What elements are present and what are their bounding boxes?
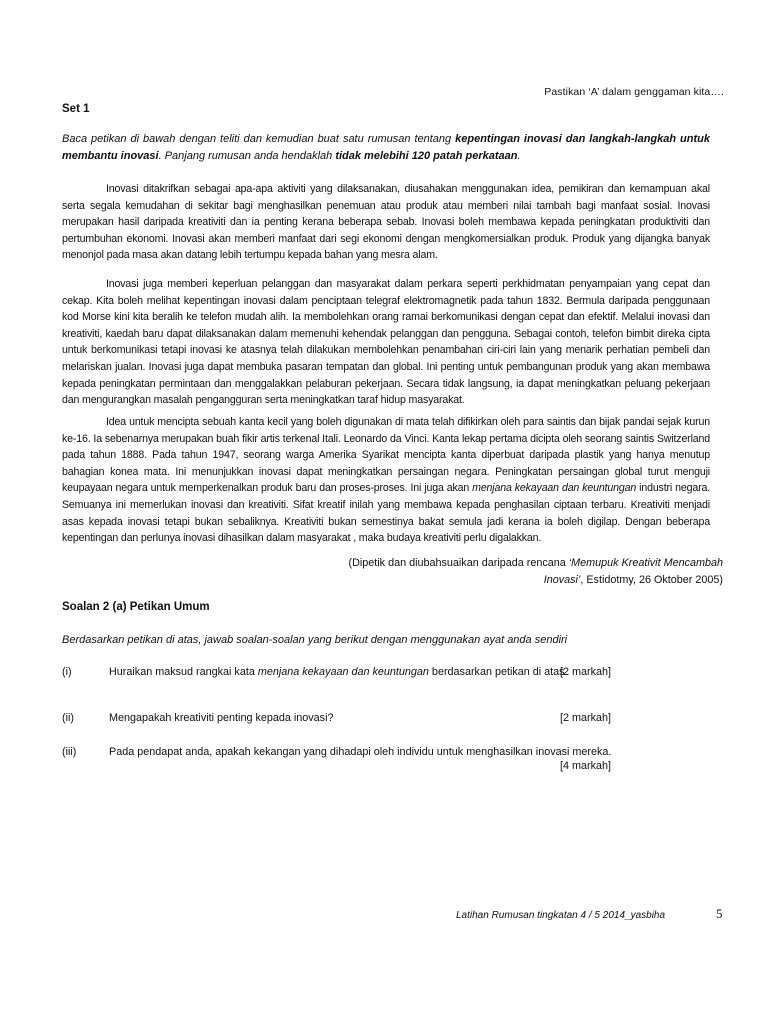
instruction-bold2: tidak melebihi 120 patah perkataan xyxy=(335,150,518,162)
question-item xyxy=(62,710,622,728)
question-marks: [2 markah] xyxy=(559,666,611,678)
question-text-b: berdasarkan petikan di atas. xyxy=(428,666,568,678)
source-part1: (Dipetik dan diubahsuaikan daripada rencana xyxy=(348,557,569,569)
set-title: Set 1 xyxy=(62,103,90,115)
page-number: 5 xyxy=(716,906,723,921)
passage-p1-text: Inovasi ditakrifkan sebagai apa-apa aktiviti yang dilaksanakan, diusahakan menggunakan idea, pemikiran dan kemampuan akal serta segala kemudahan di sekitar bagi menghasilkan penemuan atau produk atau memberi nilai tambah bagi manfaat sosial. Inovasi merupakan hasil daripada kreativiti dan ia penting kerana beberapa sebab. Inovasi boleh membawa kepada peningkatan produktiviti dan pertumbuhan ekonomi. Inovasi akan memberi manfaat dari segi ekonomi dengan mengkomersialkan produk. Produk yang dijangka banyak menonjol pada masa akan datang lebih tertumpu kepada bahan yang mesra alam. xyxy=(62,183,710,262)
instruction-part2: . Panjang rumusan anda hendaklah xyxy=(158,150,336,162)
footer-text: Latihan Rumusan tingkatan 4 / 5 2014_yasbiha xyxy=(456,910,666,921)
passage-p3-italic: menjana kekayaan dan keuntungan xyxy=(472,482,637,495)
passage-paragraph-3 xyxy=(62,414,710,547)
source-part2: , Estidotmy, 26 Oktober 2005) xyxy=(580,574,723,586)
question-text-italic: menjana kekayaan dan keuntungan xyxy=(257,666,429,678)
question-section-title: Soalan 2 (a) Petikan Umum xyxy=(62,601,210,613)
question-marks: [2 markah] xyxy=(559,712,611,724)
source-title: ‘Memupuk Kreativit Mencambah Inovasi’ xyxy=(543,557,723,586)
passage-p2-text: Inovasi juga memberi keperluan pelanggan dan masyarakat dalam perkara seperti perkhidmatan penyampaian yang cepat dan cekap. Kita boleh melihat kepentingan inovasi dalam penciptaan telegraf elektromagnetik pada tahun 1832. Bermula daripada penggunaan kod Morse kini kita beralih ke telefon mudah alih. Ia membolehkan orang ramai berkomunikasi dengan cepat dan efektif. Melalui inovasi dan kreativiti, kaedah baru dapat dilaksanakan dalam memenuhi kehendak pelanggan dan pengguna. Sebagai contoh, telefon bimbit direka cipta untuk berkomunikasi tetapi inovasi ke atasnya telah dilakukan membolehkan penambahan ciri-ciri lain yang menarik perhatian pembeli dan melariskan jualan. Inovasi juga dapat membuka pasaran tempatan dan global. Ini penting untuk pembangunan produk yang akan membawa kepada peningkatan permintaan dan menggalakkan pelaburan pekerjaan. Secara tidak langsung, ia dapat meningkatkan peluang pekerjaan dan mengurangkan masalah pengangguran serta meningkatkan taraf hidup masyarakat. xyxy=(62,278,710,407)
question-text xyxy=(109,664,568,680)
passage-p3-text-a: Idea untuk mencipta sebuah kanta kecil yang boleh digunakan di mata telah difikirkan oleh para saintis dan bijak pandai sejak kurun ke-16. Ia sebenarnya merupakan buah fikir artis terkenal Itali. Leonardo da Vinci. Kanta lekap pertama dicipta oleh seorang saintis Switzerland pada tahun 1888. Pada tahun 1947, seorang warga Amerika Syarikat mencipta kanta diperbuat daripada plastik yang hanya menutup bahagian konea mata. Ini menunjukkan inovasi dapat meningkatkan persaingan negara. Peningkatan persaingan global turut menguji keupayaan negara untuk memperkenalkan produk baru dan proses-proses. Ini juga akan xyxy=(62,416,710,495)
passage-paragraph-1 xyxy=(62,181,710,264)
summary-instruction xyxy=(62,131,710,165)
header-note: Pastikan ‘A’ dalam genggaman kita…. xyxy=(544,86,724,98)
instruction-bold1: kepentingan inovasi dan langkah-langkah untuk membantu inovasi xyxy=(62,133,710,162)
passage-p3-text-b: industri negara. Semuanya ini memerlukan inovasi dan kreativiti. Sifat kreatif inilah yang membawa kepada penghasilan ciptaan terbaru. Kreativiti menjadi asas kepada inovasi tetapi bukan sebaliknya. Kreativiti bukan semestinya bakat semula jadi kerana ia boleh digilap. Dengan beberapa kepentingan dan perlunya inovasi dihasilkan dalam masyarakat , maka budaya kreativiti perlu digalakkan. xyxy=(62,482,710,545)
question-number: (iii) xyxy=(62,746,77,758)
question-number: (i) xyxy=(62,666,72,678)
question-item xyxy=(62,744,622,778)
question-number: (ii) xyxy=(62,712,74,724)
question-text: Mengapakah kreativiti penting kepada inovasi? xyxy=(109,712,334,724)
instruction-part3: . xyxy=(517,150,521,162)
source-citation xyxy=(323,555,723,589)
question-item xyxy=(62,664,622,682)
instruction-part1: Baca petikan di bawah dengan teliti dan kemudian buat satu rumusan tentang xyxy=(62,133,456,145)
passage-paragraph-2 xyxy=(62,276,710,409)
question-text-a: Huraikan maksud rangkai kata xyxy=(109,666,258,678)
question-instruction: Berdasarkan petikan di atas, jawab soalan-soalan yang berikut dengan menggunakan ayat anda sendiri xyxy=(62,634,568,646)
question-text: Pada pendapat anda, apakah kekangan yang dihadapi oleh individu untuk menghasilkan inovasi mereka. xyxy=(109,746,612,758)
question-marks: [4 markah] xyxy=(559,760,611,772)
